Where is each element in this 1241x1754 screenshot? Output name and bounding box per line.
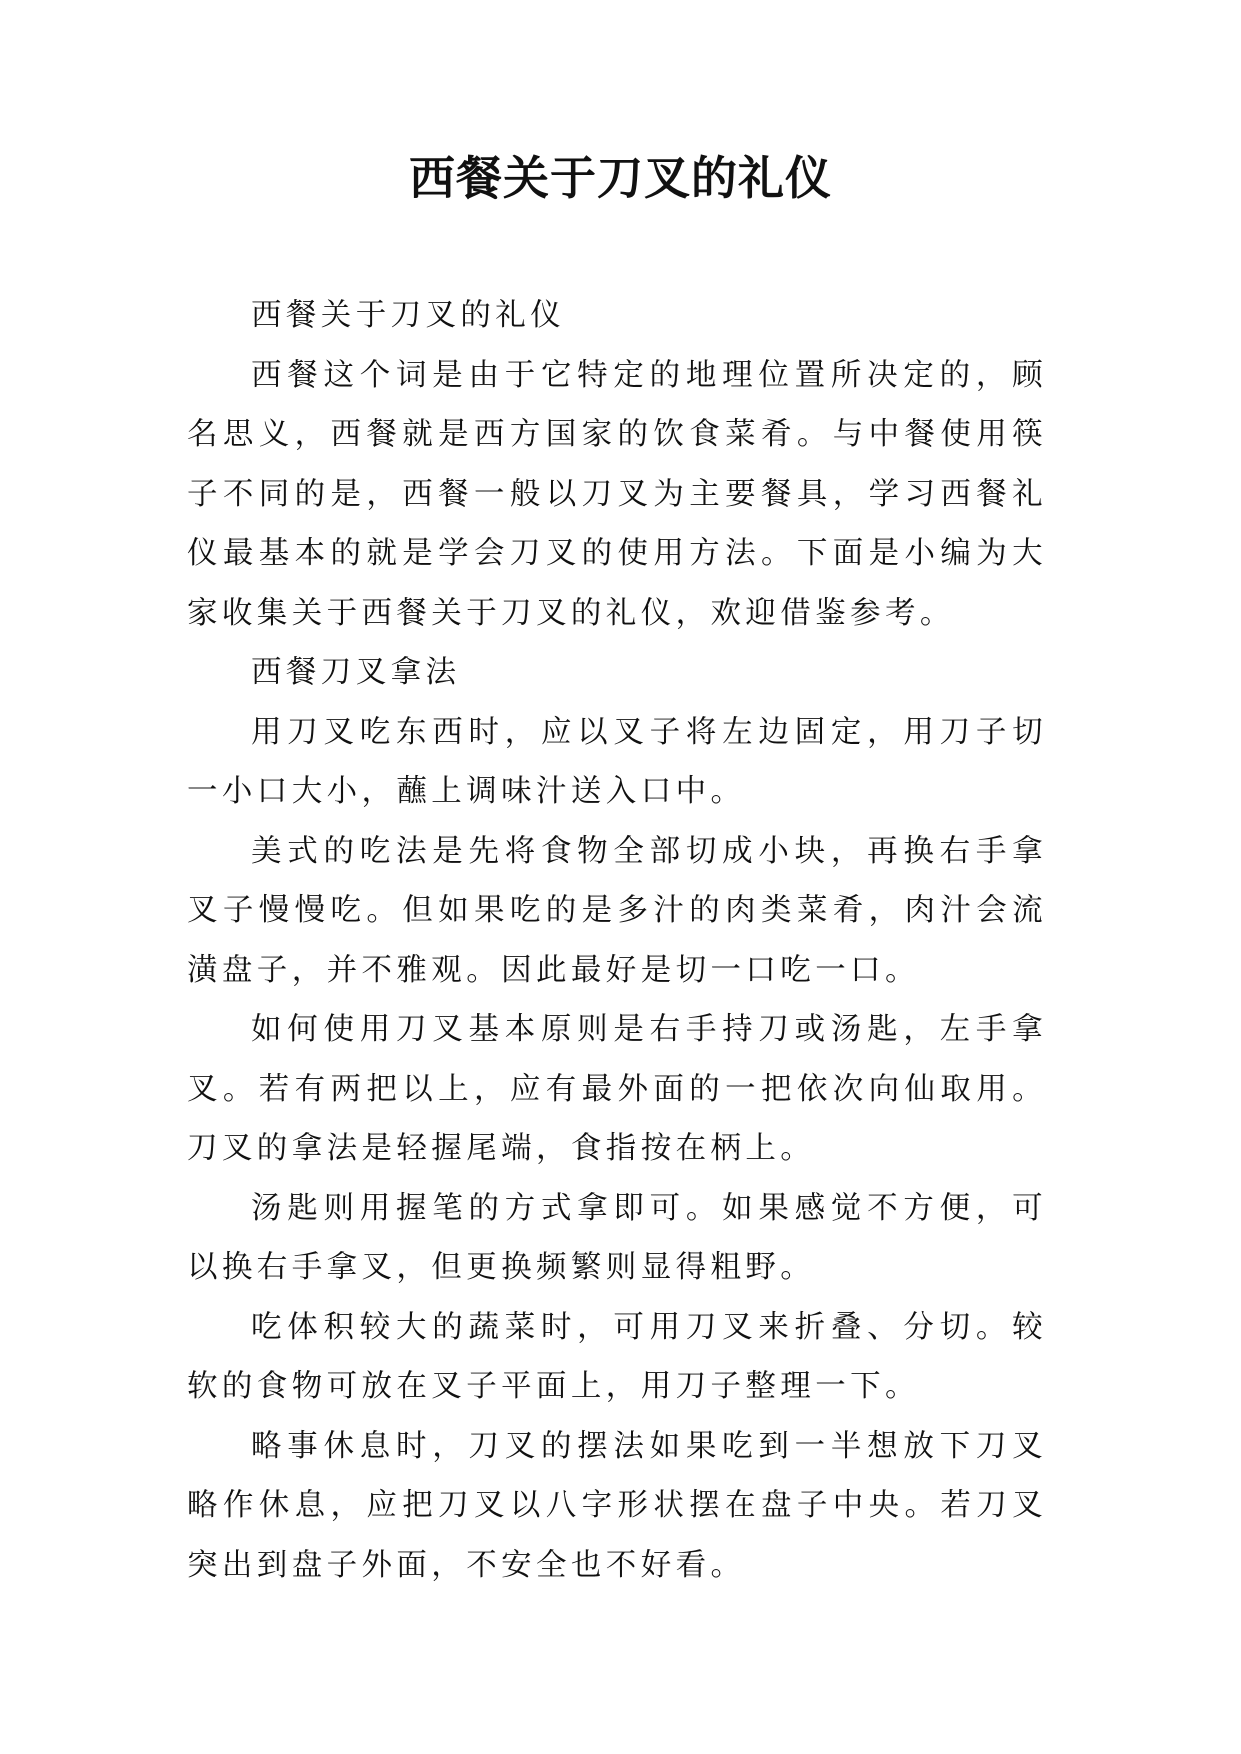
- paragraph-body: 美式的吃法是先将食物全部切成小块，再换右手拿叉子慢慢吃。但如果吃的是多汁的肉类菜肴，肉汁会流潢盘子，并不雅观。因此最好是切一口吃一口。: [187, 833, 1047, 988]
- paragraph-intro: 西餐这个词是由于它特定的地理位置所决定的，顾名思义，西餐就是西方国家的饮食菜肴。与中餐使用筷子不同的是，西餐一般以刀叉为主要餐具，学习西餐礼仪最基本的就是学会刀叉的使用方法。下面是小编为大家收集关于西餐关于刀叉的礼仪，欢迎借鉴参考。: [187, 357, 1047, 631]
- document-title: 西餐关于刀叉的礼仪: [409, 151, 832, 205]
- paragraph-body: 略事休息时，刀叉的摆法如果吃到一半想放下刀叉略作休息，应把刀叉以八字形状摆在盘子中央。若刀叉突出到盘子外面，不安全也不好看。: [187, 1428, 1047, 1583]
- paragraph-body: 如何使用刀叉基本原则是右手持刀或汤匙，左手拿叉。若有两把以上，应有最外面的一把依次向仙取用。刀叉的拿法是轻握尾端，食指按在柄上。: [187, 1012, 1047, 1166]
- paragraph-body: 吃体积较大的蔬菜时，可用刀叉来折叠、分切。较软的食物可放在叉子平面上，用刀子整理一下。: [187, 1309, 1047, 1404]
- paragraph-subtitle: 西餐关于刀叉的礼仪: [251, 298, 566, 333]
- paragraph-section-heading: 西餐刀叉拿法: [251, 655, 461, 690]
- paragraph-body: 用刀叉吃东西时，应以叉子将左边固定，用刀子切一小口大小，蘸上调味汁送入口中。: [187, 714, 1047, 809]
- paragraph-body: 汤匙则用握笔的方式拿即可。如果感觉不方便，可以换右手拿叉，但更换频繁则显得粗野。: [187, 1190, 1047, 1285]
- document-body: [187, 286, 1047, 1595]
